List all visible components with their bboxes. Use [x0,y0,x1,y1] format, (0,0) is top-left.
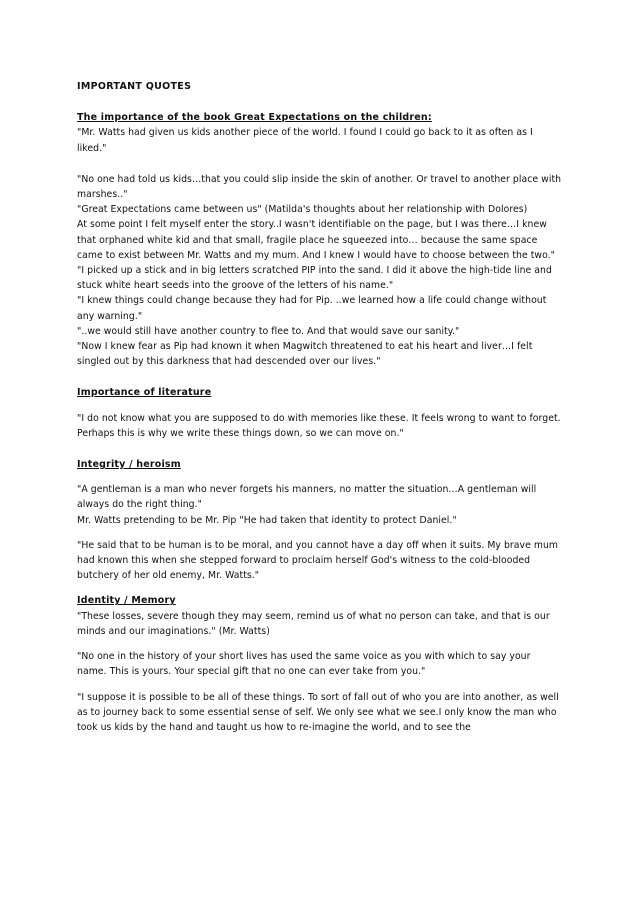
section-heading-great-expectations: The importance of the book Great Expectations on the children: [77,112,432,124]
section-heading-literature: Importance of literature [77,387,212,399]
quote-paragraph: "These losses, severe though they may seem, remind us of what no person can take, and that is our minds and our imaginations." (Mr. Watts) [77,610,550,637]
quote-paragraph: "..we would still have another country to flee to. And that would save our sanity." [77,325,460,337]
quote-paragraph: "No one had told us kids…that you could slip inside the skin of another. Or travel to another place with marshes.." [77,173,562,201]
quote-paragraph: "I knew things could change because they had for Pip. ..we learned how a life could change without any warning." [77,295,547,322]
quote-paragraph: "I suppose it is possible to be all of these things. To sort of fall out of who you are into another, as well as to journey back to some essential sense of self. We only see what we see.I only know the man who took us kids by the hand and taught us how to re-imagine the world, and to see the [77,691,559,733]
section-heading-identity: Identity / Memory [77,595,176,607]
quote-paragraph: "I do not know what you are supposed to do with memories like these. It feels wrong to want to forget. Perhaps this is why we write these things down, so we can move on." [77,412,561,439]
document-page [77,79,562,735]
quote-paragraph: "I picked up a stick and in big letters scratched PIP into the sand. I did it above the high-tide line and stuck white heart seeds into the groove of the letters of his name." [77,265,552,292]
quote-paragraph: "A gentleman is a man who never forgets his manners, no matter the situation…A gentleman will always do the right thing." [77,484,537,511]
document-title: IMPORTANT QUOTES [77,81,192,92]
section-heading-integrity: Integrity / heroism [77,459,181,471]
quote-paragraph: "He said that to be human is to be moral, and you cannot have a day off when it suits. My brave mum had known this when she stepped forward to proclaim herself God's witness to the cold-blooded butchery of her old enemy, Mr. Watts." [77,539,559,582]
quote-paragraph: "Great Expectations came between us" (Matilda's thoughts about her relationship with Dolores) [77,204,528,216]
quote-paragraph: "Now I knew fear as Pip had known it when Magwitch threatened to eat his heart and liver…I felt singled out by this darkness that had descended over our lives." [77,341,533,368]
quote-paragraph: At some point I felt myself enter the story..I wasn't identifiable on the page, but I was there…I knew that orphaned white kid and that small, fragile place he squeezed into… because the same space came to exist between Mr. Watts and my mum. And I knew I would have to choose between the two." [77,219,555,261]
quote-paragraph: "No one in the history of your short lives has used the same voice as you with which to say your name. This is yours. Your special gift that no one can ever take from you." [77,651,531,678]
quote-paragraph: Mr. Watts pretending to be Mr. Pip "He had taken that identity to protect Daniel." [77,514,457,526]
quote-paragraph: "Mr. Watts had given us kids another piece of the world. I found I could go back to it as often as I liked." [77,127,533,154]
